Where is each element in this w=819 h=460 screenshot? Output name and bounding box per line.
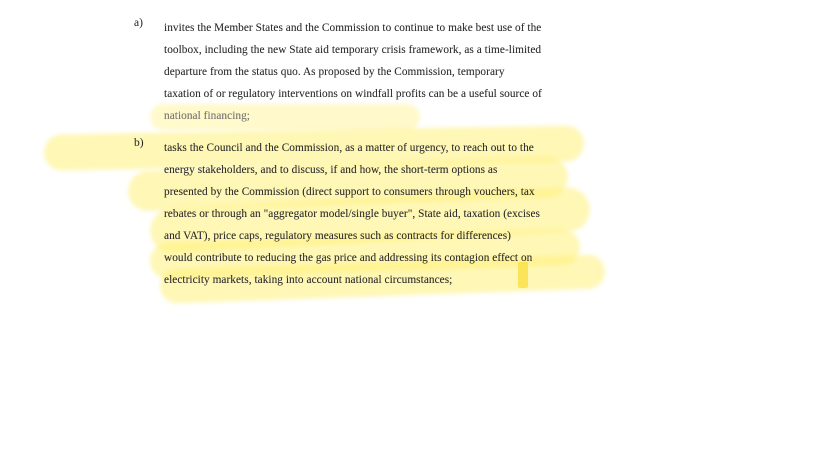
text-line: invites the Member States and the Commission to continue to make best use of the <box>164 22 542 34</box>
text-line: presented by the Commission (direct support to consumers through vouchers, tax <box>164 186 535 198</box>
list-item-label: a) <box>134 17 143 29</box>
list-item-label: b) <box>134 137 144 149</box>
paragraph <box>164 17 594 127</box>
text-line: and VAT), price caps, regulatory measures such as contracts for differences) <box>164 230 511 242</box>
text-line: taxation of or regulatory interventions on windfall profits can be a useful source of <box>164 88 542 100</box>
text-line: energy stakeholders, and to discuss, if and how, the short-term options as <box>164 164 498 176</box>
text-line: would contribute to reducing the gas price and addressing its contagion effect on <box>164 252 533 264</box>
text-line: toolbox, including the new State aid temporary crisis framework, as a time-limited <box>164 44 542 56</box>
text-line: departure from the status quo. As proposed by the Commission, temporary <box>164 66 505 78</box>
text-line: tasks the Council and the Commission, as a matter of urgency, to reach out to the <box>164 142 534 154</box>
text-line: national financing; <box>164 110 250 122</box>
paragraph <box>164 137 594 291</box>
text-line: rebates or through an "aggregator model/single buyer", State aid, taxation (excises <box>164 208 541 220</box>
text-line: electricity markets, taking into account national circumstances; <box>164 274 453 286</box>
